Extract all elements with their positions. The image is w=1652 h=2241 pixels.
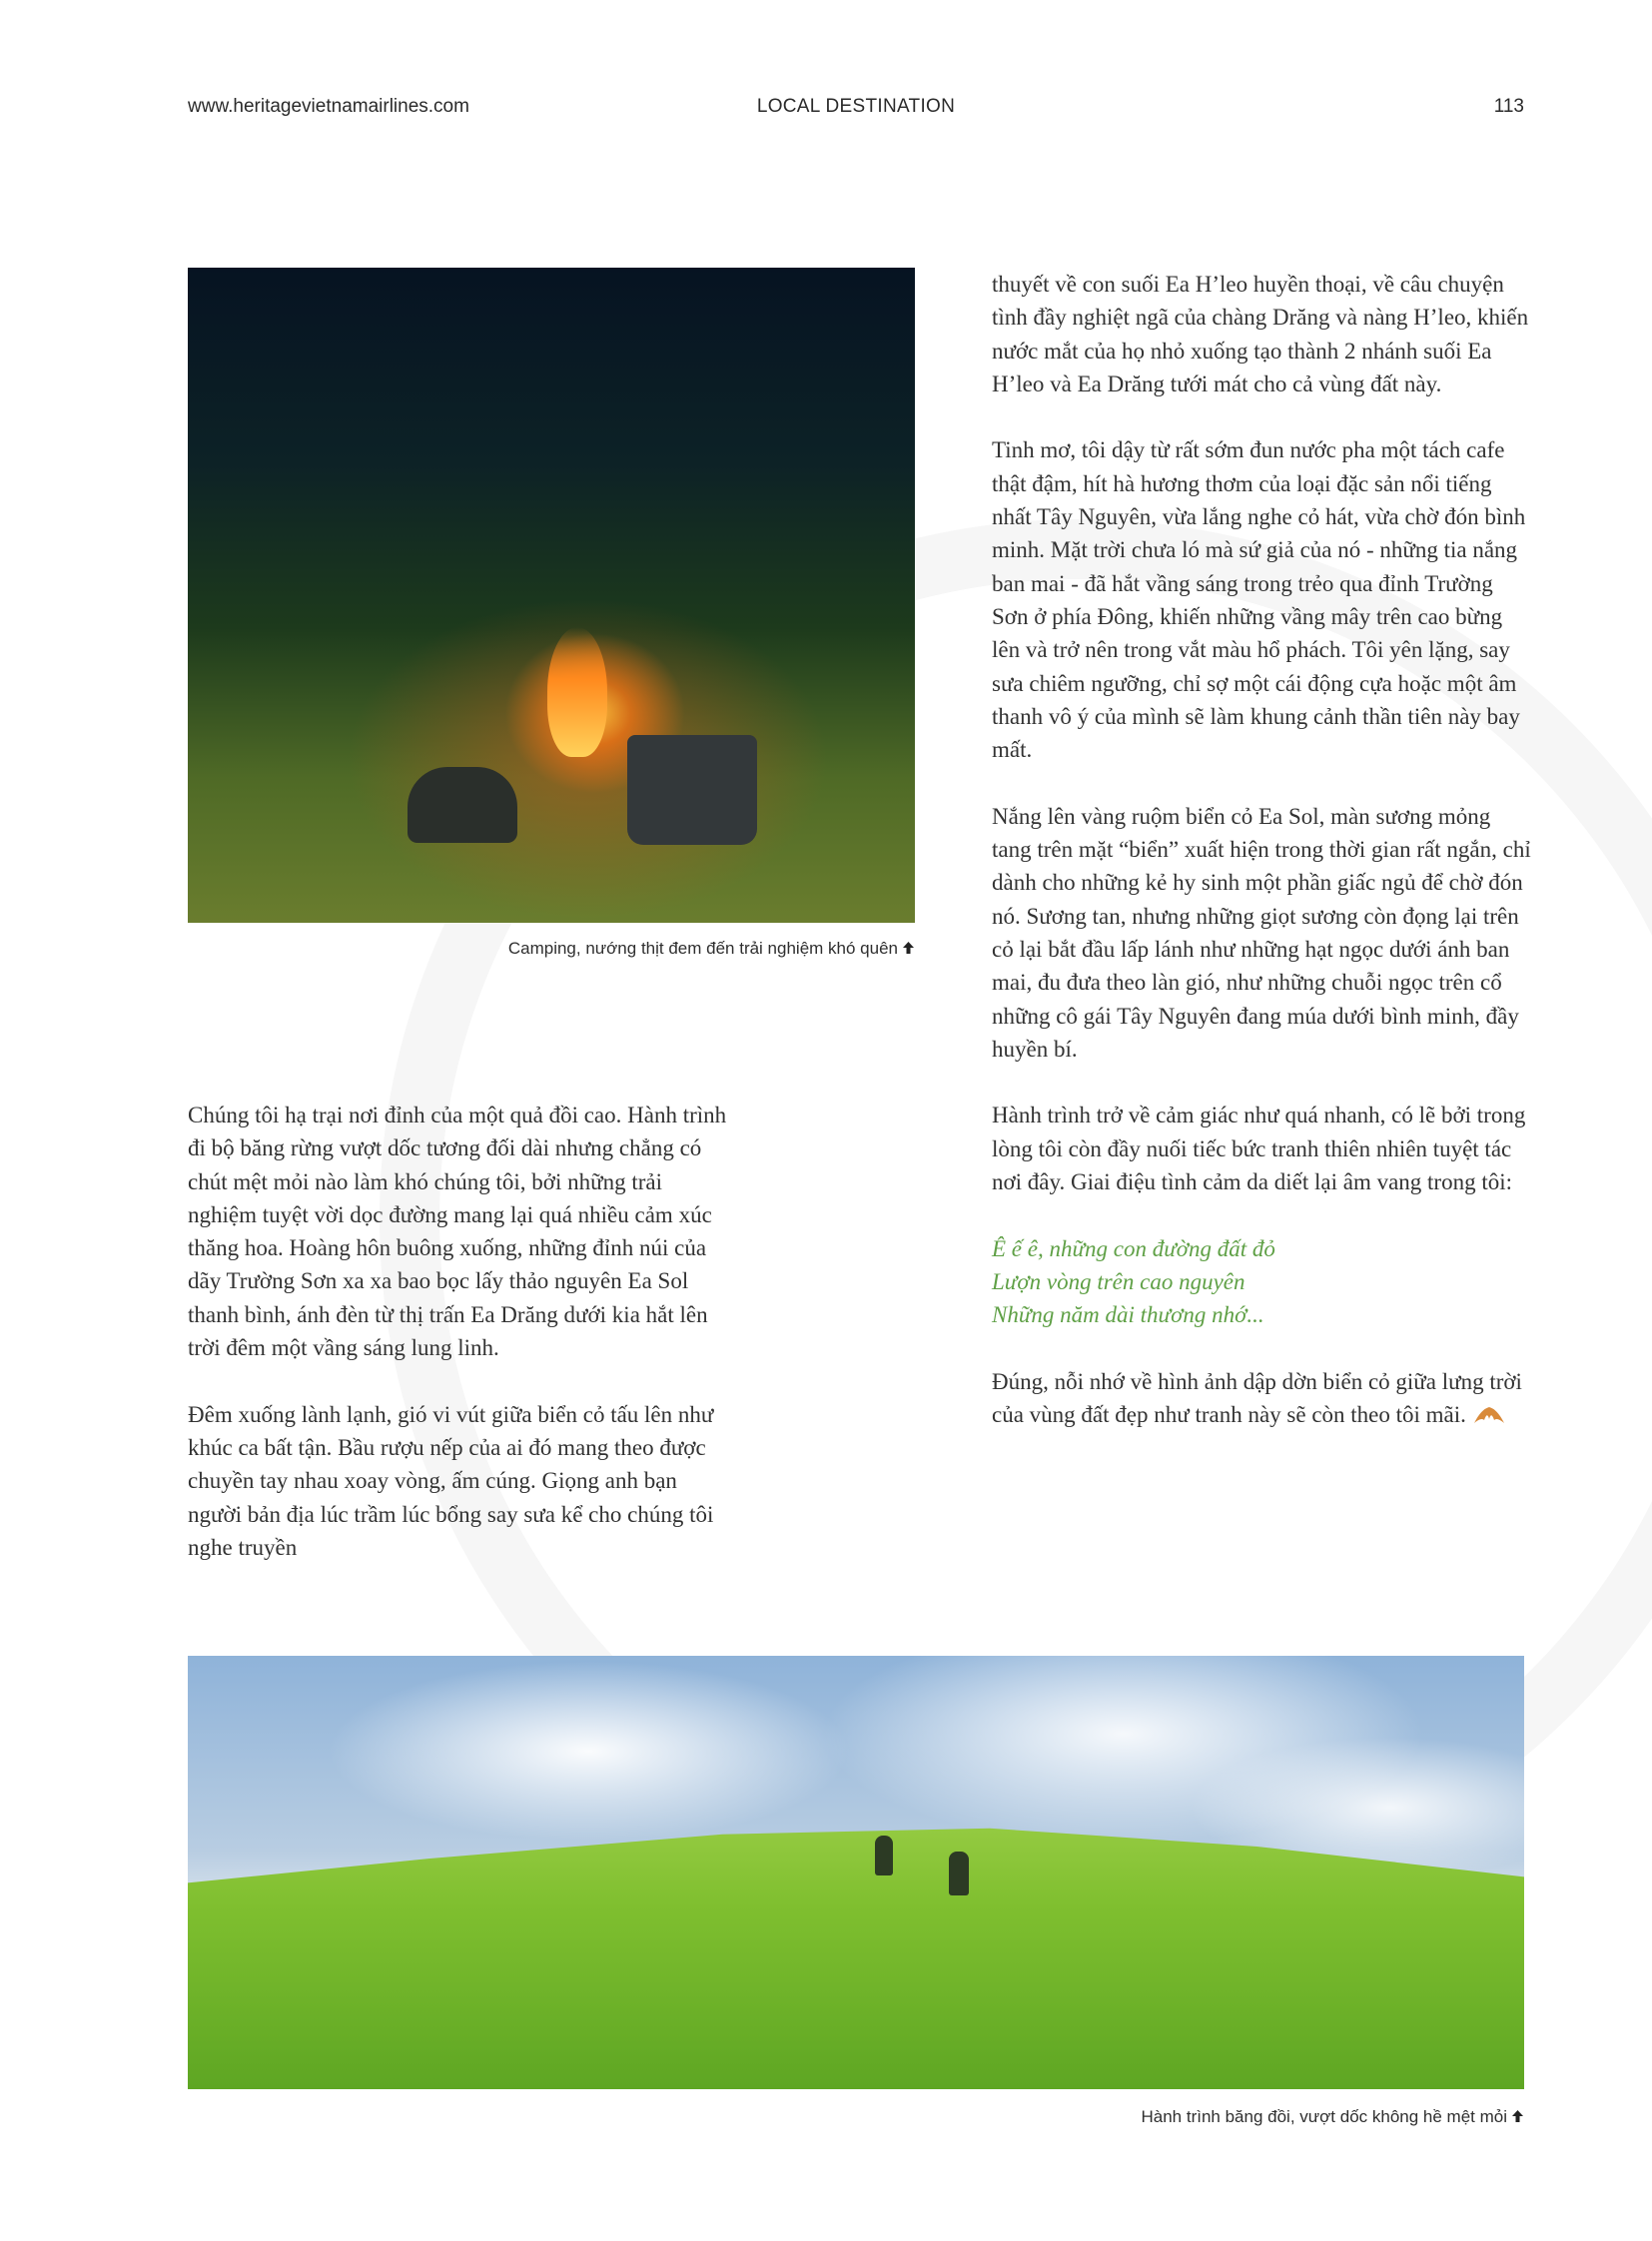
caption-text: Camping, nướng thịt đem đến trải nghiệm khó quên [507,939,898,958]
closing-text: Đúng, nỗi nhớ về hình ảnh dập dờn biển cỏ giữa lưng trời của vùng đất đẹp như tranh này sẽ còn theo tôi mãi. [992,1368,1522,1428]
paragraph: Chúng tôi hạ trại nơi đỉnh của một quả đồi cao. Hành trình đi bộ băng rừng vượt dốc tương đối dài nhưng chẳng có chút mệt mỏi nào làm khó chúng tôi, bởi những trải nghiệm tuyệt vời dọc đường mang lại quá nhiều cảm xúc thăng hoa. Hoàng hôn buông xuống, những đỉnh núi của dãy Trường Sơn xa xa bao bọc lấy thảo nguyên Ea Sol thanh bình, ánh đèn từ thị trấn Ea Drăng dưới kia hắt lên trời đêm một vầng sáng lung linh. [188,1103,727,1361]
hiker [875,1836,893,1875]
paragraph: thuyết về con suối Ea H’leo huyền thoại, về câu chuyện tình đầy nghiệt ngã của chàng Drăng và nàng H’leo, khiến nước mắt của họ nhỏ xuống tạo thành 2 nhánh suối Ea H’leo và Ea Drăng tưới mát cho cả vùng đất này. [992,272,1529,396]
hill-photo [188,1656,1524,2089]
end-mark-icon [1472,1405,1506,1425]
hill-photo-caption [188,2107,1524,2127]
kettle [408,767,517,843]
verse-line: Những năm dài thương nhớ... [992,1302,1264,1328]
paragraph: Nắng lên vàng ruộm biển cỏ Ea Sol, màn sương mỏng tang trên mặt “biển” xuất hiện trong thời gian rất ngắn, chỉ dành cho những kẻ hy sinh một phần giấc ngủ để chờ đón nó. Sương tan, nhưng những giọt sương còn đọng lại trên cỏ lại bắt đầu lấp lánh như những hạt ngọc dưới ánh ban mai, đu đưa theo làn gió, như những chuỗi ngọc trên cổ những cô gái Tây Nguyên đang múa dưới bình minh, đầy huyền bí. [992,803,1531,1062]
paragraph: Hành trình trở về cảm giác như quá nhanh, có lẽ bởi trong lòng tôi còn đầy nuối tiếc bức tranh thiên nhiên tuyệt tác nơi đây. Giai điệu tình cảm da diết lại âm vang trong tôi: [992,1103,1526,1195]
section-title: LOCAL DESTINATION [756,96,956,117]
campfire-photo [188,268,915,923]
verse-line: Ê ế ê, những con đường đất đỏ [992,1235,1275,1261]
arrow-up-icon [1511,2109,1524,2123]
caption-text: Hành trình băng đồi, vượt dốc không hề mệt mỏi [1141,2107,1507,2126]
arrow-up-icon [902,941,915,955]
verse-line: Lượn vòng trên cao nguyên [992,1268,1245,1294]
paragraph: Đêm xuống lành lạnh, gió vi vút giữa biển cỏ tấu lên như khúc ca bất tận. Bầu rượu nếp của ai đó mang theo được chuyền tay nhau xoay vòng, ấm cúng. Giọng anh bạn người bản địa lúc trầm lúc bổng say sưa kể cho chúng tôi nghe truyền [188,1401,714,1560]
campfire-flame [547,627,607,757]
website-url[interactable]: www.heritagevietnamairlines.com [188,96,469,117]
page-number: 113 [1493,96,1524,117]
page-header [188,96,1524,126]
right-text-column [992,268,1531,1465]
song-verse [992,1232,1531,1332]
hiker [949,1852,969,1895]
paragraph: Tinh mơ, tôi dậy từ rất sớm đun nước pha một tách cafe thật đậm, hít hà hương thơm của loại đặc sản nổi tiếng nhất Tây Nguyên, vừa lắng nghe cỏ hát, vừa chờ đón bình minh. Mặt trời chưa ló mà sứ giả của nó - những tia nắng ban mai - đã hắt vầng sáng trong trẻo qua đỉnh Trường Sơn ở phía Đông, khiến những vầng mây trên cao bừng lên và trở nên trong vắt màu hổ phách. Tôi yên lặng, say sưa chiêm ngưỡng, chỉ sợ một cái động cựa hoặc một âm thanh vô ý của mình sẽ làm khung cảnh thần tiên này bay mất. [992,437,1526,763]
cooking-pot [627,735,757,845]
grass-slope [188,1786,1524,2089]
closing-paragraph [992,1365,1531,1432]
campfire-photo-caption [188,939,915,959]
left-text-column [188,1099,727,1597]
